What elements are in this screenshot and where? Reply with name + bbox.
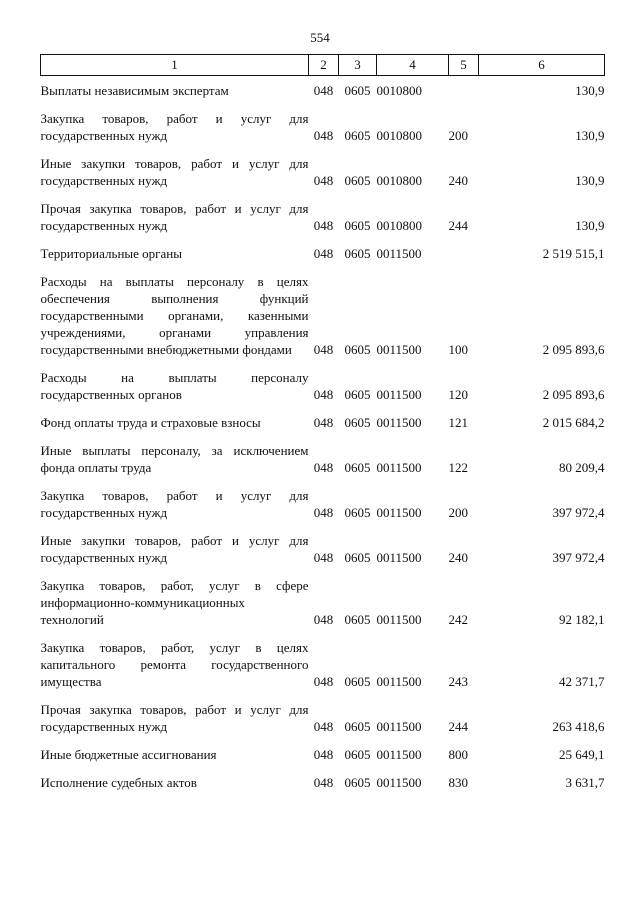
amount: 397 972,4: [552, 550, 605, 565]
table-row: [41, 144, 605, 189]
item-name: Расходы на выплаты персоналу государственных органов: [40, 370, 309, 402]
column-header-3: 3: [339, 55, 377, 76]
table-row: [41, 735, 605, 763]
item-name: Иные закупки товаров, работ и услуг для государственных нужд: [40, 533, 309, 565]
amount: 92 182,1: [559, 612, 605, 627]
target-article-code: 0011500: [376, 387, 422, 402]
expense-type-code: 122: [448, 460, 468, 475]
section-code: 0605: [344, 218, 371, 233]
expense-type-code: 830: [448, 775, 468, 790]
target-article-code: 0011500: [376, 719, 422, 734]
table-row: [41, 476, 605, 521]
item-name: Прочая закупка товаров, работ и услуг для государственных нужд: [40, 702, 309, 734]
section-code: 0605: [344, 612, 371, 627]
item-name: Расходы на выплаты персоналу в целях обеспечения выполнения функций государственными органами, казенными учреждениями, органами управления государственными внебюджетными фондами: [40, 274, 309, 357]
expense-type-code: 100: [448, 342, 468, 357]
table-row: [41, 403, 605, 431]
ministry-code: 048: [313, 550, 334, 565]
section-code: 0605: [344, 83, 371, 98]
expense-type-code: 243: [448, 674, 468, 689]
ministry-code: 048: [313, 342, 334, 357]
section-code: 0605: [344, 674, 371, 689]
ministry-code: 048: [313, 83, 334, 98]
section-code: 0605: [344, 128, 371, 143]
target-article-code: 0010800: [376, 173, 422, 188]
item-name: Закупка товаров, работ и услуг для государственных нужд: [40, 488, 309, 520]
section-code: 0605: [344, 505, 371, 520]
target-article-code: 0011500: [376, 415, 422, 430]
header-row: [41, 55, 605, 76]
ministry-code: 048: [313, 775, 334, 790]
target-article-code: 0011500: [376, 550, 422, 565]
section-code: 0605: [344, 415, 371, 430]
amount: 2 095 893,6: [542, 387, 605, 402]
amount: 80 209,4: [559, 460, 605, 475]
section-code: 0605: [344, 719, 371, 734]
ministry-code: 048: [313, 747, 334, 762]
target-article-code: 0011500: [376, 342, 422, 357]
section-code: 0605: [344, 550, 371, 565]
target-article-code: 0010800: [376, 218, 422, 233]
table-row: [41, 358, 605, 403]
expense-type-code: 240: [448, 550, 468, 565]
target-article-code: 0011500: [376, 674, 422, 689]
table-row: [41, 189, 605, 234]
expense-type-code: 200: [448, 128, 468, 143]
section-code: 0605: [344, 173, 371, 188]
item-name: Фонд оплаты труда и страховые взносы: [40, 415, 261, 430]
amount: 130,9: [575, 128, 605, 143]
target-article-code: 0011500: [376, 505, 422, 520]
ministry-code: 048: [313, 674, 334, 689]
amount: 2 519 515,1: [542, 246, 605, 261]
column-header-4: 4: [377, 55, 449, 76]
ministry-code: 048: [313, 387, 334, 402]
expense-type-code: 120: [448, 387, 468, 402]
item-name: Закупка товаров, работ, услуг в целях капитального ремонта государственного имущества: [40, 640, 309, 689]
table-row: [41, 690, 605, 735]
amount: 130,9: [575, 218, 605, 233]
section-code: 0605: [344, 342, 371, 357]
amount: 130,9: [575, 173, 605, 188]
expense-type-code: 240: [448, 173, 468, 188]
ministry-code: 048: [313, 719, 334, 734]
column-header-1: 1: [41, 55, 309, 76]
budget-table: [40, 54, 605, 791]
item-name: Иные бюджетные ассигнования: [40, 747, 217, 762]
target-article-code: 0011500: [376, 775, 422, 790]
table-row: [41, 431, 605, 476]
expense-type-code: 121: [448, 415, 468, 430]
ministry-code: 048: [313, 415, 334, 430]
target-article-code: 0011500: [376, 612, 422, 627]
item-name: Выплаты независимым экспертам: [40, 83, 229, 98]
table-row: [41, 628, 605, 690]
expense-type-code: [449, 76, 479, 100]
expense-type-code: 242: [448, 612, 468, 627]
expense-type-code: 200: [448, 505, 468, 520]
item-name: Закупка товаров, работ, услуг в сфере информационно-коммуникационных технологий: [40, 578, 309, 627]
table-row: [41, 262, 605, 358]
ministry-code: 048: [313, 505, 334, 520]
target-article-code: 0010800: [376, 83, 422, 98]
item-name: Иные закупки товаров, работ и услуг для государственных нужд: [40, 156, 309, 188]
ministry-code: 048: [313, 460, 334, 475]
page-number: 554: [310, 30, 330, 45]
table-row: [41, 99, 605, 144]
section-code: 0605: [344, 246, 371, 261]
column-header-5: 5: [449, 55, 479, 76]
item-name: Территориальные органы: [40, 246, 182, 261]
expense-type-code: 244: [448, 218, 468, 233]
expense-type-code: 244: [448, 719, 468, 734]
expense-type-code: [449, 234, 479, 262]
target-article-code: 0011500: [376, 747, 422, 762]
table-row: [41, 763, 605, 791]
section-code: 0605: [344, 747, 371, 762]
ministry-code: 048: [313, 173, 334, 188]
table-row: [41, 76, 605, 100]
amount: 263 418,6: [552, 719, 605, 734]
ministry-code: 048: [313, 128, 334, 143]
amount: 2 095 893,6: [542, 342, 605, 357]
table-row: [41, 521, 605, 566]
section-code: 0605: [344, 460, 371, 475]
amount: 2 015 684,2: [542, 415, 605, 430]
column-header-6: 6: [479, 55, 605, 76]
item-name: Прочая закупка товаров, работ и услуг для государственных нужд: [40, 201, 309, 233]
table-row: [41, 234, 605, 262]
section-code: 0605: [344, 775, 371, 790]
target-article-code: 0010800: [376, 128, 422, 143]
item-name: Иные выплаты персоналу, за исключением фонда оплаты труда: [40, 443, 309, 475]
expense-type-code: 800: [448, 747, 468, 762]
ministry-code: 048: [313, 246, 334, 261]
amount: 42 371,7: [559, 674, 605, 689]
item-name: Закупка товаров, работ и услуг для государственных нужд: [40, 111, 309, 143]
table-row: [41, 566, 605, 628]
target-article-code: 0011500: [376, 246, 422, 261]
amount: 25 649,1: [559, 747, 605, 762]
target-article-code: 0011500: [376, 460, 422, 475]
amount: 397 972,4: [552, 505, 605, 520]
amount: 130,9: [575, 83, 605, 98]
section-code: 0605: [344, 387, 371, 402]
column-header-2: 2: [309, 55, 339, 76]
ministry-code: 048: [313, 218, 334, 233]
amount: 3 631,7: [565, 775, 605, 790]
item-name: Исполнение судебных актов: [40, 775, 197, 790]
ministry-code: 048: [313, 612, 334, 627]
